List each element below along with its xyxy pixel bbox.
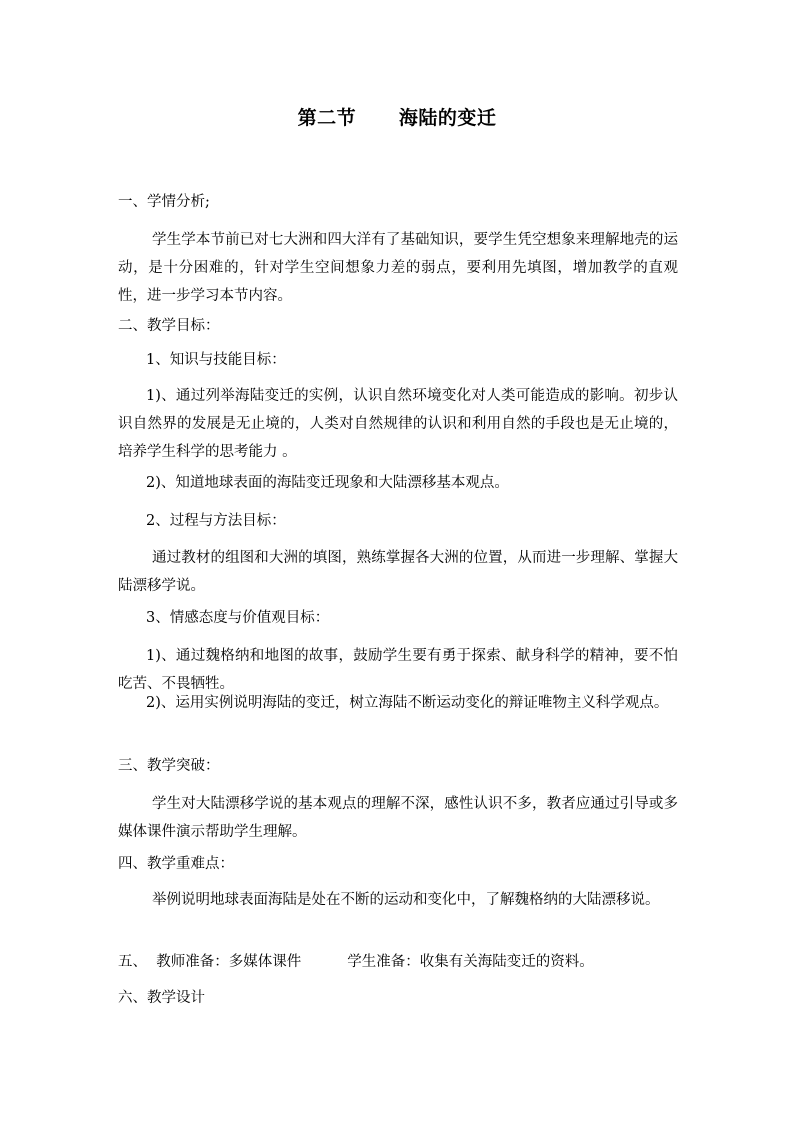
section-heading-3: 三、教学突破：	[118, 758, 220, 774]
section-heading-1: 一、学情分析;	[118, 194, 210, 210]
paragraph-objective-2: 通过教材的组图和大洲的填图，熟练掌握各大洲的位置，从而进一步理解、掌握大陆漂移学说。	[118, 550, 678, 594]
paragraph-breakthrough: 学生对大陆漂移学说的基本观点的理解不深，感性认识不多，教者应通过引导或多媒体课件演示帮助学生理解。	[118, 796, 678, 840]
paragraph-objective-3-2: 2)、运用实例说明海陆的变迁，树立海陆不断运动变化的辩证唯物主义科学观点。	[146, 695, 669, 711]
section-heading-4: 四、教学重难点：	[118, 856, 234, 872]
paragraph-learning-analysis: 学生学本节前已对七大洲和四大洋有了基础知识，要学生凭空想象来理解地壳的运动，是十分困难的，针对学生空间想象力差的弱点，要利用先填图，增加教学的直观性，进一步学习本节内容。	[118, 232, 678, 304]
paragraph-objective-1-2: 2)、知道地球表面的海陆变迁现象和大陆漂移基本观点。	[146, 475, 509, 491]
subheading-attitude-values: 3、情感态度与价值观目标：	[146, 610, 330, 626]
section-heading-5-preparation: 五、 教师准备：多媒体课件 学生准备：收集有关海陆变迁的资料。	[118, 954, 594, 970]
subheading-knowledge-skills: 1、知识与技能目标：	[146, 352, 286, 368]
subheading-process-method: 2、过程与方法目标：	[146, 513, 286, 529]
section-heading-2: 二、教学目标：	[118, 318, 220, 334]
paragraph-key-points: 举例说明地球表面海陆是处在不断的运动和变化中，了解魏格纳的大陆漂移说。	[152, 892, 660, 908]
page-title: 第二节 海陆的变迁	[297, 107, 497, 129]
paragraph-objective-1-1: 1)、通过列举海陆变迁的实例，认识自然环境变化对人类可能造成的影响。初步认识自然界的发展是无止境的，人类对自然规律的认识和利用自然的手段也是无止境的，培养学生科学的思考能力 。	[118, 388, 678, 460]
paragraph-objective-3-1: 1)、通过魏格纳和地图的故事，鼓励学生要有勇于探索、献身科学的精神，要不怕吃苦、不畏牺牲。	[118, 648, 678, 692]
section-heading-6: 六、教学设计	[118, 990, 205, 1006]
